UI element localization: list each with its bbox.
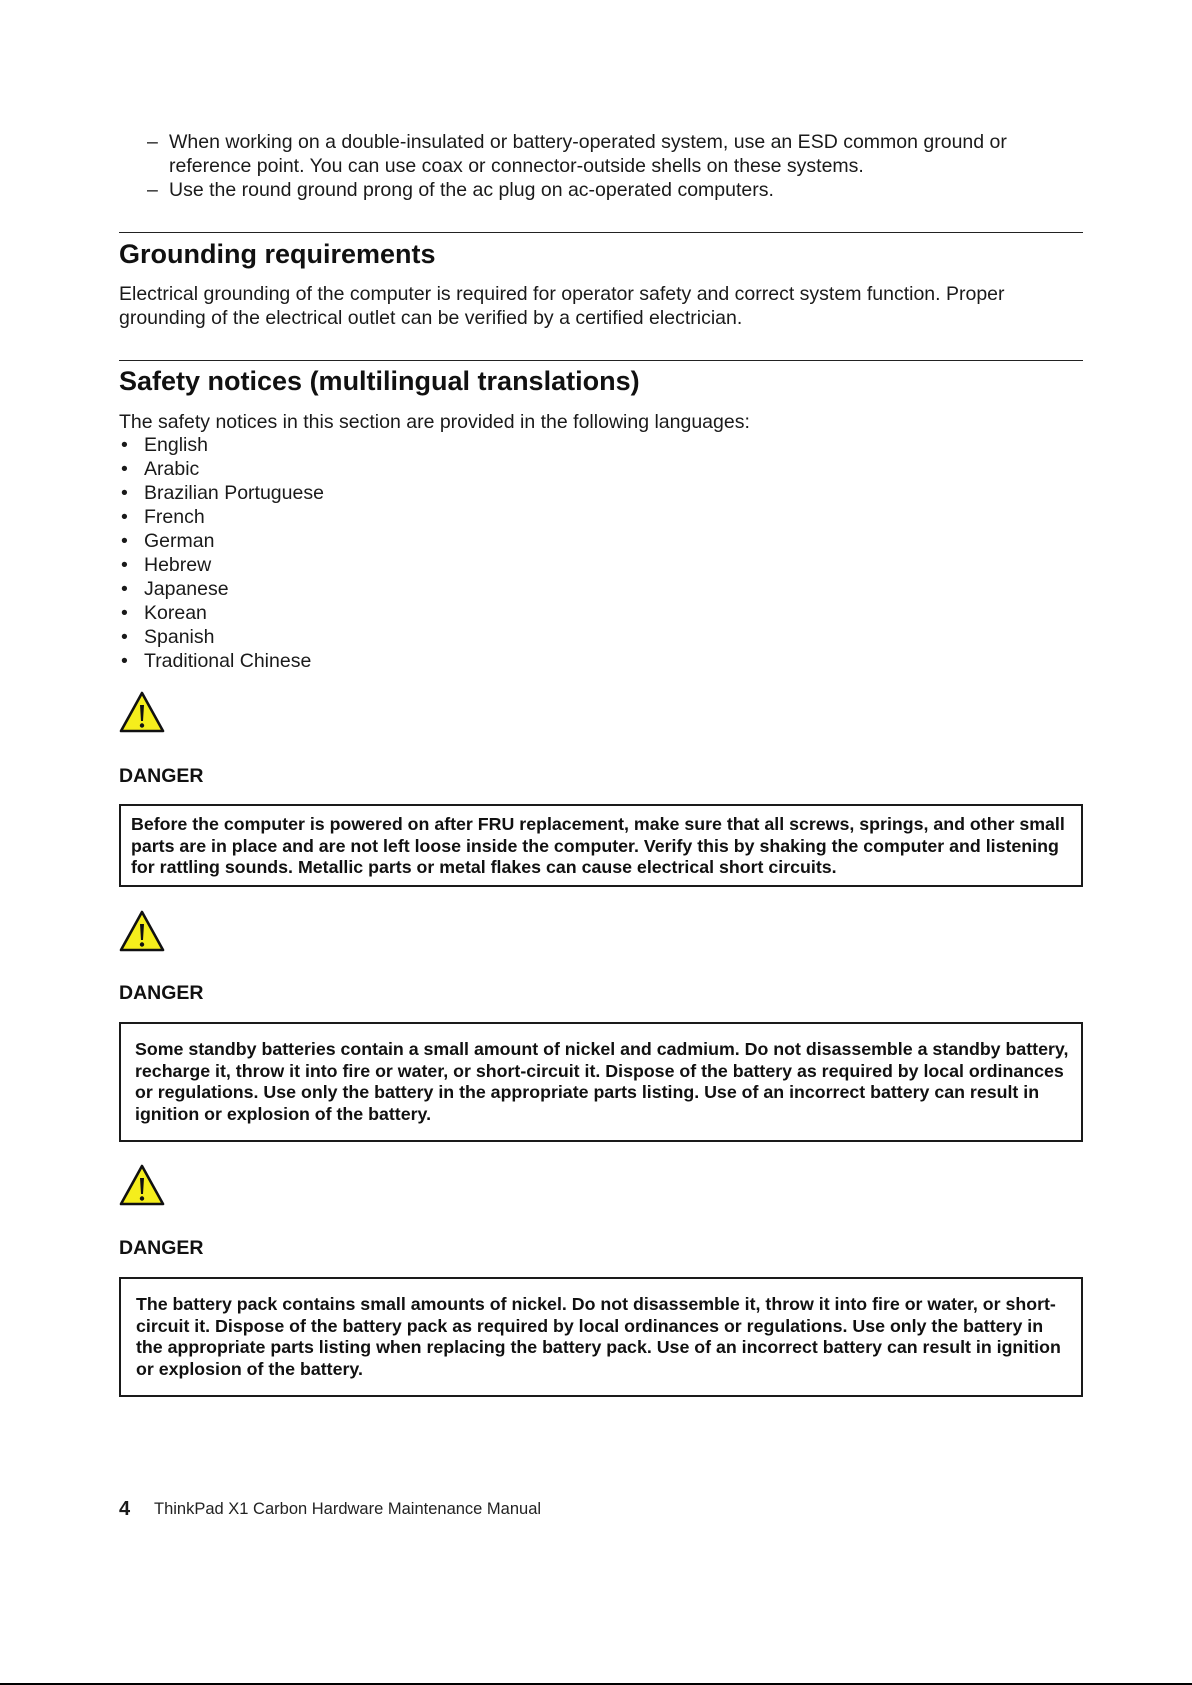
bullet: • [121,458,128,480]
dash-item [147,130,1067,178]
language-name: Brazilian Portuguese [144,482,324,504]
dash-item-text: When working on a double-insulated or battery-operated system, use an ESD common ground or reference point. You can use coax or connector-outside shells on these systems. [169,131,1007,177]
danger-notice-box [119,1022,1083,1142]
language-name: Arabic [144,458,200,480]
warning-triangle-icon [119,1164,165,1206]
list-item [119,529,324,553]
list-item [119,457,324,481]
dash-list [147,130,1067,202]
language-name: Japanese [144,578,229,600]
danger-notice-box [119,804,1083,887]
language-list [119,433,324,673]
list-item [119,649,324,673]
footer-title: ThinkPad X1 Carbon Hardware Maintenance Manual [154,1500,542,1518]
language-name: German [144,530,215,552]
bullet: • [121,650,128,672]
list-item [119,505,324,529]
danger-notice-text: Some standby batteries contain a small amount of nickel and cadmium. Do not disassemble a standby battery, recharge it, throw it into fire or water, or short-circuit it. Dispose of the battery as required by local ordinances or regulations. Use only the battery in the appropriate parts listing. Use of an incorrect battery can result in ignition or explosion of the battery. [135,1039,1069,1124]
list-item [119,433,324,457]
bullet: • [121,506,128,528]
page-number: 4 [119,1498,131,1520]
list-item [119,625,324,649]
bullet: • [121,602,128,624]
safety-intro: The safety notices in this section are provided in the following languages: [119,411,750,433]
grounding-paragraph: Electrical grounding of the computer is required for operator safety and correct system function. Proper grounding of the electrical outlet can be verified by a certified electrician. [119,283,1005,329]
language-name: Traditional Chinese [144,650,312,672]
list-item [119,577,324,601]
dash-marker: – [147,131,158,153]
danger-label: DANGER [119,765,204,787]
bullet: • [121,554,128,576]
danger-notice-box [119,1277,1083,1397]
danger-label: DANGER [119,1237,204,1259]
safety-heading: Safety notices (multilingual translations) [119,366,640,396]
section-divider [119,360,1083,361]
danger-notice-text: Before the computer is powered on after FRU replacement, make sure that all screws, springs, and other small parts are in place and are not left loose inside the computer. Verify this by shaking the computer and listening for rattling sounds. Metallic parts or metal flakes can cause electrical short circuits. [131,814,1065,877]
grounding-heading: Grounding requirements [119,239,436,269]
bullet: • [121,626,128,648]
language-name: Spanish [144,626,215,648]
language-name: Korean [144,602,207,624]
bullet: • [121,578,128,600]
dash-item [147,178,1067,202]
list-item [119,601,324,625]
bullet: • [121,482,128,504]
language-name: Hebrew [144,554,212,576]
danger-notice-text: The battery pack contains small amounts of nickel. Do not disassemble it, throw it into fire or water, or short-circuit it. Dispose of the battery pack as required by local ordinances or regulations. Use only the battery in the appropriate parts listing when replacing the battery pack. Use of an incorrect battery can result in ignition or explosion of the battery. [136,1294,1061,1379]
language-name: French [144,506,205,528]
danger-label: DANGER [119,982,204,1004]
warning-triangle-icon [119,910,165,952]
section-divider [119,232,1083,233]
list-item [119,553,324,577]
bullet: • [121,530,128,552]
language-name: English [144,434,208,456]
list-item [119,481,324,505]
dash-item-text: Use the round ground prong of the ac plug on ac-operated computers. [169,179,774,201]
dash-marker: – [147,179,158,201]
bullet: • [121,434,128,456]
warning-triangle-icon [119,691,165,733]
